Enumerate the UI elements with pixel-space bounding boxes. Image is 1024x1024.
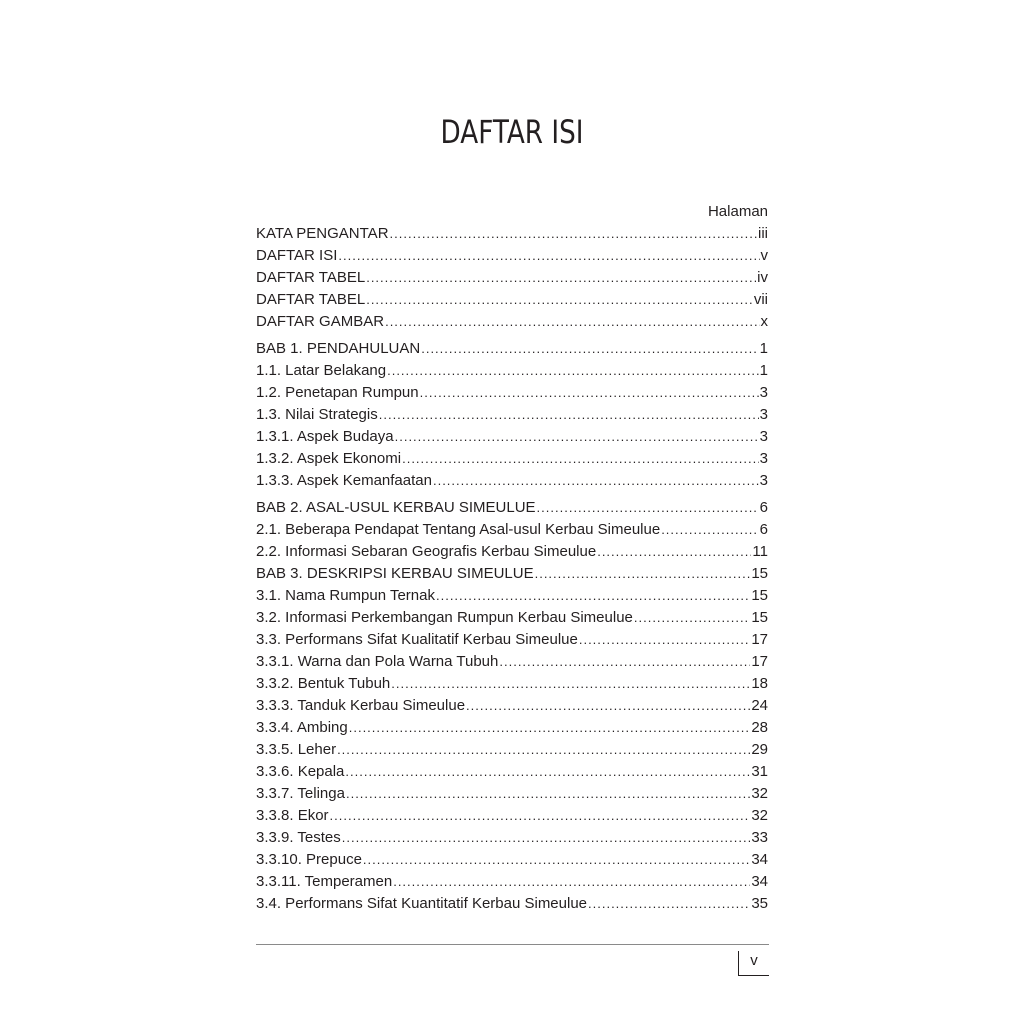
dot-leader	[402, 448, 759, 470]
dot-leader	[379, 404, 759, 426]
toc-entry	[256, 607, 768, 629]
toc-entry	[256, 541, 768, 563]
dot-leader	[363, 849, 750, 871]
dot-leader	[634, 607, 750, 629]
toc-entry-label: 3.4. Performans Sifat Kuantitatif Kerbau Simeulue	[256, 895, 588, 912]
toc-entry-label: 3.3.10. Prepuce	[256, 851, 362, 868]
toc-entry-label: DAFTAR GAMBAR	[256, 313, 385, 330]
toc-entry-label: 1.3.1. Aspek Budaya	[256, 428, 394, 445]
toc-entry	[256, 519, 768, 541]
dot-leader	[588, 893, 750, 915]
toc-chapter	[256, 497, 768, 519]
dot-leader	[385, 311, 759, 333]
toc-entry-label: 3.3.3. Tanduk Kerbau Simeulue	[256, 697, 466, 714]
toc-entry-label: 3.3.7. Telinga	[256, 785, 345, 802]
toc-entry	[256, 311, 768, 333]
toc-entry-page: 3	[759, 406, 768, 423]
toc-entry-page: 34	[751, 873, 768, 890]
dot-leader	[345, 761, 750, 783]
footer-divider	[256, 944, 769, 945]
dot-leader	[537, 497, 759, 519]
toc-entry-label: 3.3.2. Bentuk Tubuh	[256, 675, 391, 692]
toc-entry-label: 3.1. Nama Rumpun Ternak	[256, 587, 435, 604]
toc-entry-page: 34	[751, 851, 768, 868]
toc-entry-page: 24	[751, 697, 768, 714]
dot-leader	[391, 673, 750, 695]
dot-leader	[433, 470, 759, 492]
toc-entry	[256, 783, 768, 805]
toc-entry-page: 15	[751, 565, 768, 582]
dot-leader	[330, 805, 751, 827]
toc-entry	[256, 382, 768, 404]
table-of-contents	[256, 201, 768, 915]
dot-leader	[579, 629, 750, 651]
toc-entry-page: iii	[758, 225, 768, 242]
page-number: v	[738, 951, 769, 976]
dot-leader	[395, 426, 759, 448]
toc-entry-page: 33	[751, 829, 768, 846]
toc-entry-label: 3.3.4. Ambing	[256, 719, 348, 736]
toc-entry-label: 2.1. Beberapa Pendapat Tentang Asal-usul Kerbau Simeulue	[256, 521, 661, 538]
toc-entry	[256, 739, 768, 761]
dot-leader	[661, 519, 758, 541]
toc-entry-page: 29	[751, 741, 768, 758]
toc-entry	[256, 629, 768, 651]
toc-entry-label: 3.3. Performans Sifat Kualitatif Kerbau Simeulue	[256, 631, 578, 648]
toc-entry	[256, 893, 768, 915]
toc-entry-page: x	[760, 313, 768, 330]
toc-entry-label: 3.2. Informasi Perkembangan Rumpun Kerbau Simeulue	[256, 609, 633, 626]
dot-leader	[466, 695, 750, 717]
toc-entry-label: 3.3.1. Warna dan Pola Warna Tubuh	[256, 653, 499, 670]
toc-entry-page: iv	[757, 269, 768, 286]
toc-entry-page: vii	[753, 291, 768, 308]
toc-entry-label: 3.3.9. Testes	[256, 829, 341, 846]
toc-entry	[256, 289, 768, 311]
toc-entry-label: KATA PENGANTAR	[256, 225, 389, 242]
toc-entry	[256, 267, 768, 289]
toc-entry-page: v	[760, 247, 768, 264]
toc-entry-page: 1	[759, 362, 768, 379]
toc-entry	[256, 426, 768, 448]
toc-entry	[256, 673, 768, 695]
toc-entry-page: 17	[751, 653, 768, 670]
toc-entry	[256, 849, 768, 871]
toc-entry	[256, 245, 768, 267]
toc-entry-label: 1.3.3. Aspek Kemanfaatan	[256, 472, 432, 489]
dot-leader	[499, 651, 750, 673]
dot-leader	[337, 739, 750, 761]
toc-entry-label: 2.2. Informasi Sebaran Geografis Kerbau Simeulue	[256, 543, 597, 560]
toc-entry	[256, 871, 768, 893]
toc-entry-page: 3	[759, 450, 768, 467]
toc-entry-label: 1.3. Nilai Strategis	[256, 406, 378, 423]
dot-leader	[346, 783, 750, 805]
toc-entry	[256, 360, 768, 382]
dot-leader	[366, 267, 756, 289]
dot-leader	[436, 585, 750, 607]
toc-entry	[256, 717, 768, 739]
page-title: DAFTAR ISI	[440, 113, 584, 152]
toc-entry-page: 32	[751, 785, 768, 802]
toc-entry-page: 32	[751, 807, 768, 824]
toc-entry-label: 1.1. Latar Belakang	[256, 362, 387, 379]
dot-leader	[387, 360, 759, 382]
toc-entry-page: 17	[751, 631, 768, 648]
toc-entry-label: BAB 2. ASAL-USUL KERBAU SIMEULUE	[256, 499, 536, 516]
toc-entry-page: 15	[751, 587, 768, 604]
toc-entry-page: 1	[759, 340, 768, 357]
dot-leader	[535, 563, 751, 585]
toc-entry-page: 3	[759, 428, 768, 445]
toc-entry	[256, 695, 768, 717]
toc-entry	[256, 585, 768, 607]
toc-entry-page: 11	[752, 543, 768, 560]
toc-entry-page: 31	[751, 763, 768, 780]
toc-entry	[256, 805, 768, 827]
dot-leader	[338, 245, 759, 267]
dot-leader	[366, 289, 753, 311]
halaman-header: Halaman	[707, 203, 768, 220]
toc-entry-label: DAFTAR ISI	[256, 247, 338, 264]
dot-leader	[342, 827, 751, 849]
toc-entry-label: DAFTAR TABEL	[256, 291, 366, 308]
dot-leader	[420, 382, 759, 404]
toc-entry-label: 1.2. Penetapan Rumpun	[256, 384, 419, 401]
toc-entry-page: 6	[759, 499, 768, 516]
toc-entry-label: DAFTAR TABEL	[256, 269, 366, 286]
toc-entry	[256, 761, 768, 783]
toc-entry-label: 1.3.2. Aspek Ekonomi	[256, 450, 402, 467]
toc-entry	[256, 827, 768, 849]
dot-leader	[421, 338, 758, 360]
dot-leader	[349, 717, 751, 739]
toc-entry	[256, 223, 768, 245]
toc-entry-label: BAB 3. DESKRIPSI KERBAU SIMEULUE	[256, 565, 534, 582]
toc-entry-page: 6	[759, 521, 768, 538]
toc-entry-page: 15	[751, 609, 768, 626]
toc-chapter	[256, 338, 768, 360]
toc-entry	[256, 470, 768, 492]
toc-entry-label: 3.3.6. Kepala	[256, 763, 345, 780]
toc-entry-label: BAB 1. PENDAHULUAN	[256, 340, 421, 357]
dot-leader	[390, 223, 757, 245]
toc-entry-page: 18	[751, 675, 768, 692]
dot-leader	[393, 871, 750, 893]
toc-chapter	[256, 563, 768, 585]
dot-leader	[597, 541, 751, 563]
toc-entry-page: 3	[759, 472, 768, 489]
toc-entry	[256, 404, 768, 426]
toc-entry-label: 3.3.8. Ekor	[256, 807, 329, 824]
toc-entry-page: 35	[751, 895, 768, 912]
toc-entry-page: 3	[759, 384, 768, 401]
toc-entry-page: 28	[751, 719, 768, 736]
toc-entry	[256, 651, 768, 673]
toc-entry	[256, 448, 768, 470]
toc-entry-label: 3.3.11. Temperamen	[256, 873, 393, 890]
toc-entry-label: 3.3.5. Leher	[256, 741, 337, 758]
